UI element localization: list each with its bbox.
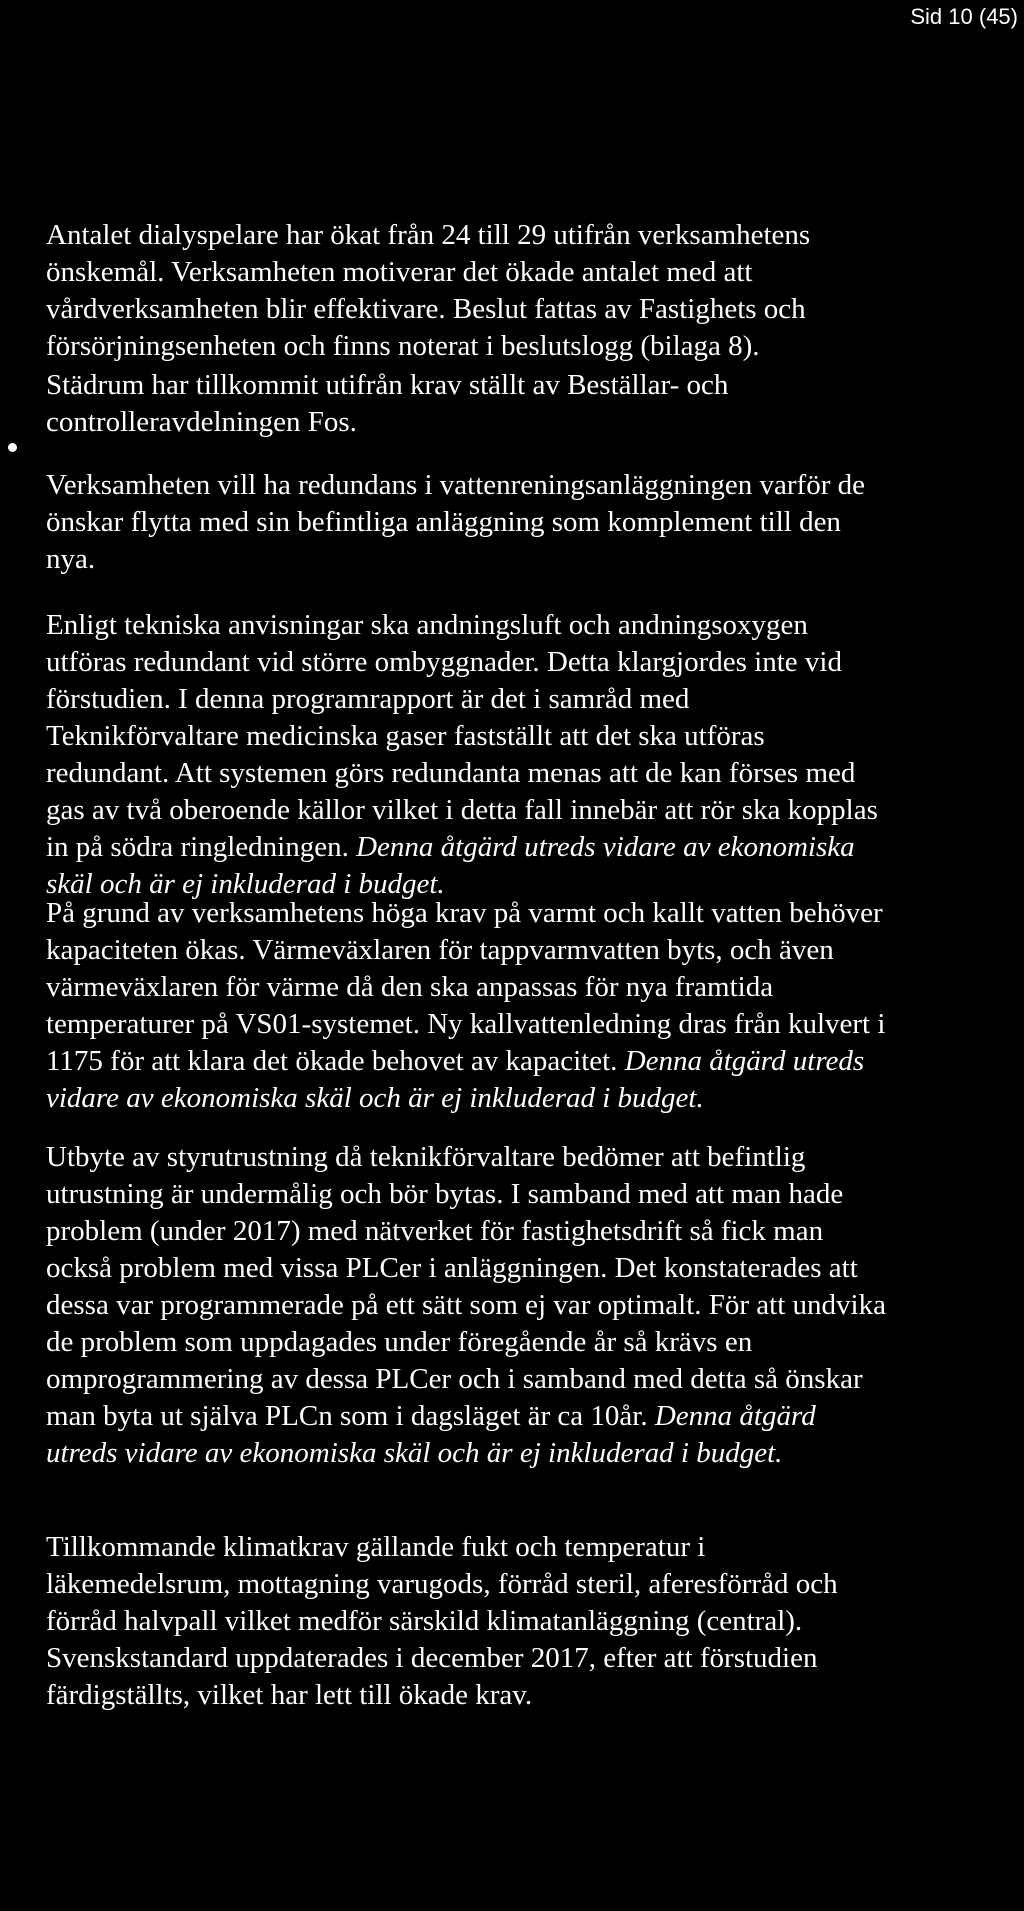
paragraph-climate-requirements [46,1492,838,1714]
paragraph-control-equipment [46,1102,886,1472]
paragraph-text: Enligt tekniska anvisningar ska andningsluft och andningsoxygen utföras redundant vid större ombyggnader. Detta klargjordes inte vid förstudien. I denna programrapport är det i samråd med Teknikförvaltare medicinska gaser fastställt att det ska utföras redundant. Att systemen görs redundanta menas att de kan förses med gas av två oberoende källor vilket i detta fall innebär att rör ska kopplas in på södra ringledningen. [46,609,878,863]
paragraph-text: Städrum har tillkommit utifrån krav ställt av Beställar- och controlleravdelningen Fos. [46,369,729,438]
paragraph-text: Verksamheten vill ha redundans i vattenreningsanläggningen varför de önskar flytta med sin befintliga anläggning som komplement till den nya. [46,469,865,575]
paragraph-cleaning-room [46,330,728,441]
page-number: Sid 10 (45) [910,4,1018,29]
paragraph-italic-note: Denna åtgärd utreds vidare av ekonomiska skäl och är ej inkluderad i budget. [46,831,855,900]
paragraph-text: Utbyte av styrutrustning då teknikförvaltare bedömer att befintlig utrustning är undermålig och bör bytas. I samband med att man hade problem (under 2017) med nätverket för fastighetsdrift så fick man också problem med vissa PLCer i anläggningen. Det konstaterades att dessa var programmerade på ett sätt som ej var optimalt. För att undvika de problem som uppdagades under föregående år så krävs en omprogrammering av dessa PLCer och i samband med detta så önskar man byta ut själva PLCn som i dagsläget är ca 10år. [46,1141,886,1432]
paragraph-text: På grund av verksamhetens höga krav på varmt och kallt vatten behöver kapaciteten ökas. Värmeväxlaren för tappvarmvatten byts, och även värmeväxlaren för värme då den ska anpassas för nya framtida temperaturer på VS01-systemet. Ny kallvattenledning dras från kulvert i 1175 för att klara det ökade behovet av kapacitet. [46,897,886,1077]
paragraph-text: Antalet dialyspelare har ökat från 24 till 29 utifrån verksamhetens önskemål. Verksamheten motiverar det ökade antalet med att vårdverksamheten blir effektivare. Beslut fattas av Fastighets och försörjningsenheten och finns noterat i beslutslogg (bilaga 8). [46,219,811,362]
paragraph-italic-note: Denna åtgärd utreds vidare av ekonomiska skäl och är ej inkluderad i budget. [46,1045,865,1114]
paragraph-breathing-air [46,570,878,903]
bullet-icon [8,443,17,452]
paragraph-text: Tillkommande klimatkrav gällande fukt och temperatur i läkemedelsrum, mottagning varugods, förråd steril, aferesförråd och förråd halvpall vilket medför särskild klimatanläggning (central). Svenskstandard uppdaterades i december 2017, efter att förstudien färdigställts, vilket har lett till ökade krav. [46,1531,838,1711]
paragraph-water-capacity [46,858,885,1117]
paragraph-water-treatment [46,430,865,578]
paragraph-italic-note: Denna åtgärd utreds vidare av ekonomiska skäl och är ej inkluderad i budget. [46,1400,816,1469]
